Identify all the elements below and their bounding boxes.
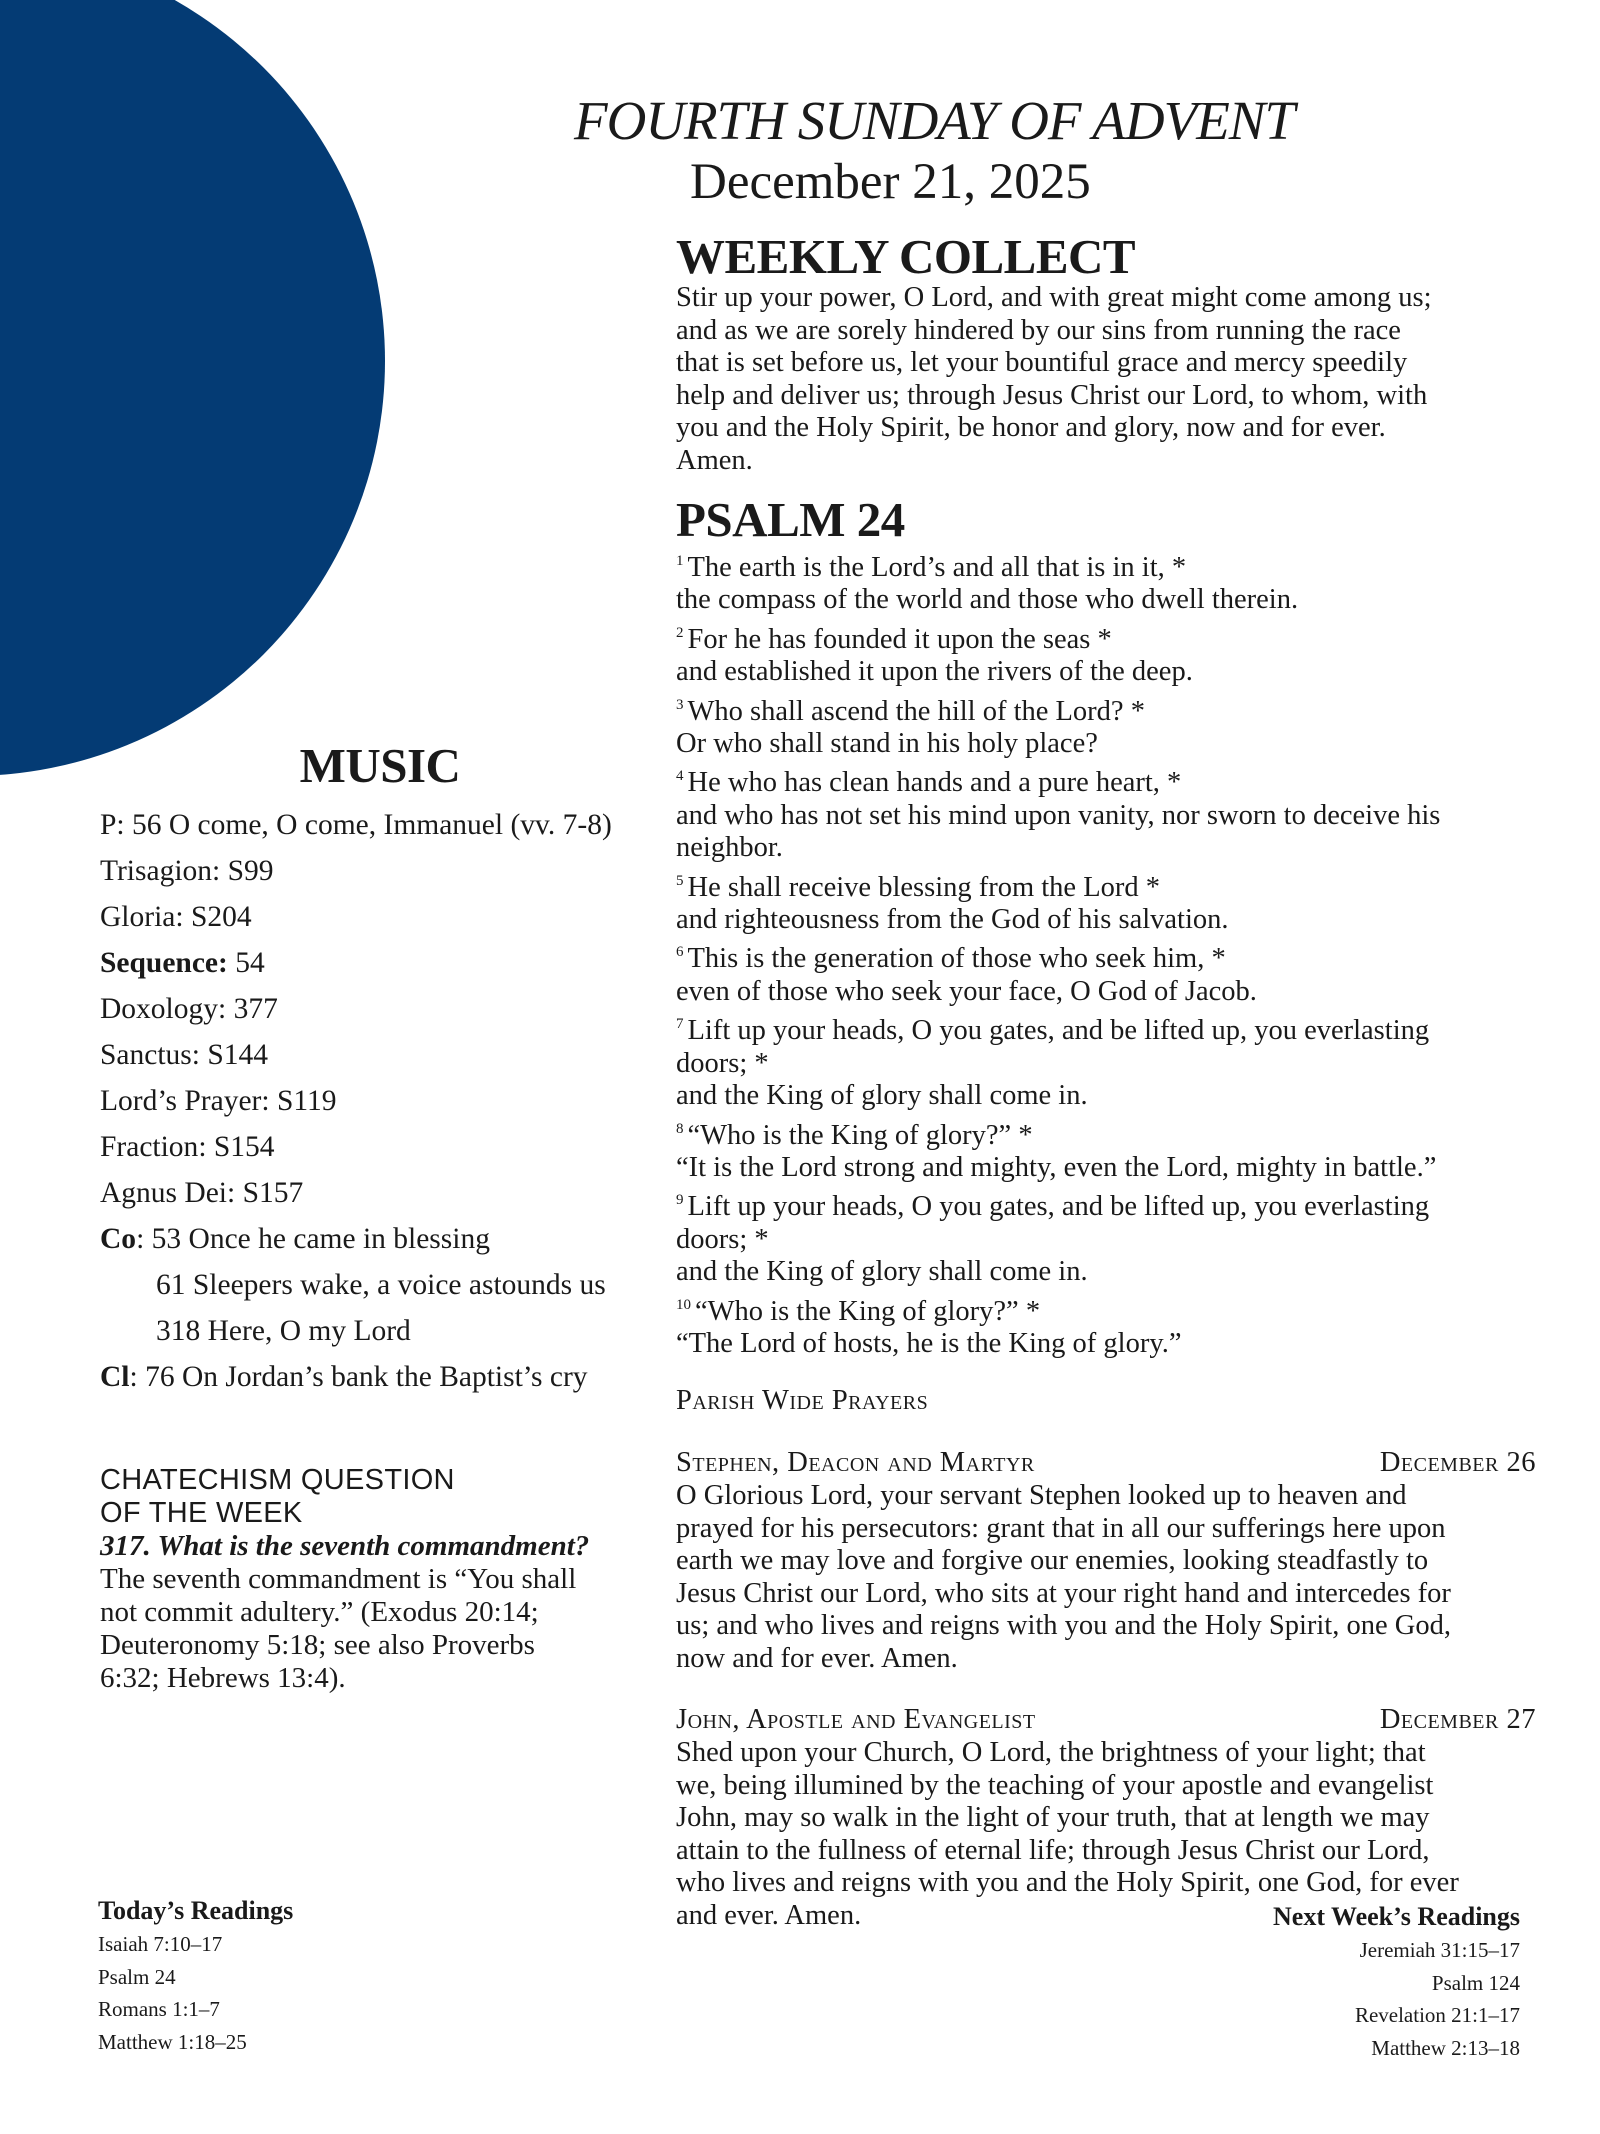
psalm-verse-line <box>676 832 1536 864</box>
reading-item: Matthew 1:18–25 <box>98 2029 247 2054</box>
music-item: Gloria: S204 <box>100 901 252 933</box>
feast-prayer-line: and ever. Amen. <box>676 1899 862 1931</box>
verse-text: “The Lord of hosts, he is the King of glory.” <box>676 1327 1182 1359</box>
feast-prayer-line: attain to the fullness of eternal life; through Jesus Christ our Lord, <box>676 1834 1430 1866</box>
feast-prayer-line: now and for ever. Amen. <box>676 1642 958 1674</box>
music-item-label: Fraction <box>100 1131 199 1163</box>
music-item-label: Sequence: <box>100 947 228 979</box>
feast-date: December 26 <box>1379 1447 1536 1479</box>
next-readings-heading: Next Week’s Readings <box>1273 1902 1520 1931</box>
music-item-value: S157 <box>242 1177 304 1209</box>
verse-number: 7 <box>676 1016 684 1033</box>
parish-prayers-section <box>676 1384 1536 1932</box>
feast-prayer-line: prayed for his persecutors: grant that in all our sufferings here upon <box>676 1512 1446 1544</box>
psalm-verse-line <box>676 1008 1536 1047</box>
catechism-answer-line: Deuteronomy 5:18; see also Proverbs <box>100 1629 535 1661</box>
feast-date: December 27 <box>1379 1704 1536 1736</box>
verse-number: 4 <box>676 768 684 785</box>
verse-number: 1 <box>676 553 684 569</box>
verse-text: doors; * <box>676 1047 769 1079</box>
verse-number: 3 <box>676 696 684 713</box>
catechism-heading-line2: OF THE WEEK <box>100 1497 303 1529</box>
music-item-label: Gloria <box>100 901 176 933</box>
music-item-label: P <box>100 809 117 841</box>
psalm-verse-line <box>676 1289 1536 1328</box>
music-item-value: S204 <box>190 901 252 933</box>
feast-prayer <box>676 1446 1536 1675</box>
verse-text: and righteousness from the God of his salvation. <box>676 904 1229 936</box>
verse-number: 2 <box>676 624 684 641</box>
music-item-value: 377 <box>233 993 278 1025</box>
collect-line: Amen. <box>676 444 753 476</box>
music-item-label: Trisagion <box>100 855 213 887</box>
music-item: P: 56 O come, O come, Immanuel (vv. 7-8) <box>100 809 612 841</box>
feast-prayer-line: we, being illumined by the teaching of your apostle and evangelist <box>676 1769 1434 1801</box>
catechism-section <box>100 1464 660 1695</box>
psalm-verse-line <box>676 656 1536 688</box>
todays-readings-heading: Today’s Readings <box>98 1896 294 1925</box>
music-item: Sanctus: S144 <box>100 1039 269 1071</box>
verse-text: Who shall ascend the hill of the Lord? * <box>687 695 1145 727</box>
todays-readings-list <box>98 1928 498 2058</box>
music-item-value: 53 Once he came in blessing <box>151 1223 490 1255</box>
music-item: Co: 53 Once he came in blessing <box>100 1223 490 1255</box>
reading-item: Jeremiah 31:15–17 <box>1359 1938 1520 1962</box>
feast-prayer-line: us; and who lives and reigns with you and the Holy Spirit, one God, <box>676 1610 1451 1642</box>
music-item-value: S144 <box>207 1039 269 1071</box>
verse-text: Lift up your heads, O you gates, and be lifted up, you everlasting <box>687 1015 1430 1047</box>
page-title: FOURTH SUNDAY OF ADVENT <box>574 90 1295 151</box>
music-item <box>100 1308 700 1354</box>
next-readings-list <box>1100 1934 1520 2064</box>
psalm-verse-line <box>676 689 1536 728</box>
feast-header <box>676 1446 1536 1480</box>
catechism-question: 317. What is the seventh commandment? <box>100 1530 590 1562</box>
feast-list <box>676 1446 1536 1932</box>
verse-number: 9 <box>676 1192 684 1209</box>
verse-text: “It is the Lord strong and mighty, even the Lord, mighty in battle.” <box>676 1151 1437 1183</box>
verse-text: doors; * <box>676 1223 769 1255</box>
feast-prayer-line: Shed upon your Church, O Lord, the brightness of your light; that <box>676 1737 1426 1769</box>
music-item-value: S154 <box>213 1131 275 1163</box>
music-item-value: 56 O come, O come, Immanuel (vv. 7-8) <box>132 809 612 841</box>
psalm-verse-line <box>676 1080 1536 1112</box>
verse-number: 5 <box>676 872 684 889</box>
verse-text: Or who shall stand in his holy place? <box>676 728 1098 760</box>
feast-prayer-line: earth we may love and forgive our enemies, looking steadfastly to <box>676 1545 1429 1577</box>
catechism-heading-line1: CHATECHISM QUESTION <box>100 1464 455 1496</box>
verse-text: and the King of glory shall come in. <box>676 1080 1088 1112</box>
collect-line: that is set before us, let your bountiful grace and mercy speedily <box>676 347 1408 378</box>
service-date: December 21, 2025 <box>690 154 1091 210</box>
feast-name: John, Apostle and Evangelist <box>676 1704 1036 1736</box>
feast-name: Stephen, Deacon and Martyr <box>676 1447 1035 1479</box>
psalm-section <box>676 492 1536 1360</box>
collect-line: and as we are sorely hindered by our sins from running the race <box>676 314 1401 346</box>
psalm-verse-line <box>676 584 1536 616</box>
catechism-answer-line: The seventh commandment is “You shall <box>100 1563 577 1595</box>
music-item-label: Agnus Dei <box>100 1177 228 1209</box>
verse-text: the compass of the world and those who dwell therein. <box>676 584 1299 616</box>
music-item-value: 76 On Jordan’s bank the Baptist’s cry <box>145 1361 588 1393</box>
music-item-value: 61 Sleepers wake, a voice astounds us <box>156 1269 606 1301</box>
verse-number: 8 <box>676 1120 684 1137</box>
music-item <box>100 1262 700 1308</box>
next-week-readings <box>1100 1900 1520 2064</box>
music-item-value: S119 <box>276 1085 337 1117</box>
music-item: Trisagion: S99 <box>100 855 274 887</box>
verse-number: 10 <box>676 1296 691 1313</box>
collect-line: Stir up your power, O Lord, and with great might come among us; <box>676 282 1432 313</box>
verse-text: neighbor. <box>676 832 783 864</box>
music-item-label: Co <box>100 1223 137 1255</box>
psalm-verse-line <box>676 800 1536 832</box>
music-item: Cl: 76 On Jordan’s bank the Baptist’s cry <box>100 1361 588 1393</box>
psalm-verse-line <box>676 1048 1536 1080</box>
decorative-blue-circle <box>0 0 385 776</box>
psalm-verse-line <box>676 1184 1536 1223</box>
verse-text: The earth is the Lord’s and all that is in it, * <box>687 552 1187 583</box>
verse-number: 6 <box>676 944 684 961</box>
verse-text: He who has clean hands and a pure heart, * <box>687 767 1182 799</box>
psalm-verse-line <box>676 1256 1536 1288</box>
weekly-collect-section <box>676 229 1536 477</box>
music-item-label: Lord’s Prayer <box>100 1085 262 1117</box>
psalm-verse-line <box>676 976 1536 1008</box>
verse-text: “Who is the King of glory?” * <box>695 1295 1041 1327</box>
reading-item: Revelation 21:1–17 <box>1354 2003 1520 2027</box>
collect-heading: WEEKLY COLLECT <box>676 229 1136 284</box>
verse-text: Lift up your heads, O you gates, and be lifted up, you everlasting <box>687 1191 1430 1223</box>
feast-prayer-line: who lives and reigns with you and the Holy Spirit, one God, for ever <box>676 1867 1459 1899</box>
psalm-verse-line <box>676 1113 1536 1152</box>
verse-text: and the King of glory shall come in. <box>676 1256 1088 1288</box>
music-item-label: Cl <box>100 1361 130 1393</box>
todays-readings <box>98 1894 498 2058</box>
music-item: Fraction: S154 <box>100 1131 275 1163</box>
verse-text: For he has founded it upon the seas * <box>687 623 1112 655</box>
reading-item: Psalm 24 <box>98 1964 176 1989</box>
collect-line: you and the Holy Spirit, be honor and glory, now and for ever. <box>676 412 1386 443</box>
music-item-value: 318 Here, O my Lord <box>156 1315 411 1347</box>
verse-text: “Who is the King of glory?” * <box>687 1119 1033 1151</box>
collect-line: help and deliver us; through Jesus Christ our Lord, to whom, with <box>676 379 1428 411</box>
music-list <box>100 802 700 1400</box>
music-item-label: Doxology <box>100 993 218 1025</box>
reading-item: Romans 1:1–7 <box>98 1997 220 2021</box>
catechism-answer <box>100 1563 660 1695</box>
verse-text: This is the generation of those who seek him, * <box>687 943 1226 975</box>
parish-prayers-title: Parish Wide Prayers <box>676 1385 929 1417</box>
music-item-value: S99 <box>227 855 274 887</box>
psalm-verse-line <box>676 728 1536 760</box>
psalm-verse-line <box>676 1152 1536 1184</box>
verse-text: and who has not set his mind upon vanity, nor sworn to deceive his <box>676 799 1441 831</box>
feast-prayer-line: Jesus Christ our Lord, who sits at your right hand and intercedes for <box>676 1577 1451 1609</box>
reading-item: Isaiah 7:10–17 <box>98 1932 223 1956</box>
psalm-verse-line <box>676 904 1536 936</box>
music-item: Doxology: 377 <box>100 993 278 1025</box>
music-item-value: 54 <box>235 947 265 979</box>
reading-item: Psalm 124 <box>1431 1970 1520 1995</box>
psalm-verse-line <box>676 936 1536 975</box>
feast-prayer <box>676 1703 1536 1932</box>
music-heading: MUSIC <box>299 738 461 793</box>
music-item <box>100 940 700 986</box>
music-item-label: Sanctus <box>100 1039 192 1071</box>
feast-prayer-line: John, may so walk in the light of your truth, that at length we may <box>676 1802 1430 1834</box>
reading-item: Matthew 2:13–18 <box>1371 2035 1520 2060</box>
psalm-verse-line <box>676 1328 1536 1360</box>
music-item: Agnus Dei: S157 <box>100 1177 304 1209</box>
right-column <box>676 229 1536 1932</box>
verse-text: He shall receive blessing from the Lord * <box>687 871 1160 903</box>
psalm-verse-line <box>676 760 1536 799</box>
catechism-answer-line: not commit adultery.” (Exodus 20:14; <box>100 1596 539 1628</box>
feast-header <box>676 1703 1536 1737</box>
psalm-verse-line <box>676 545 1536 584</box>
psalm-verse-line <box>676 1224 1536 1256</box>
psalm-verse-line <box>676 617 1536 656</box>
catechism-answer-line: 6:32; Hebrews 13:4). <box>100 1662 346 1694</box>
psalm-verse-line <box>676 865 1536 904</box>
feast-prayer-line: O Glorious Lord, your servant Stephen looked up to heaven and <box>676 1480 1407 1512</box>
music-item: Lord’s Prayer: S119 <box>100 1085 337 1117</box>
verse-text: and established it upon the rivers of the deep. <box>676 656 1193 688</box>
psalm-text <box>676 545 1536 1360</box>
verse-text: even of those who seek your face, O God of Jacob. <box>676 975 1257 1007</box>
feast-prayer-text <box>676 1480 1536 1675</box>
psalm-heading: PSALM 24 <box>676 492 905 547</box>
collect-text <box>676 282 1536 477</box>
